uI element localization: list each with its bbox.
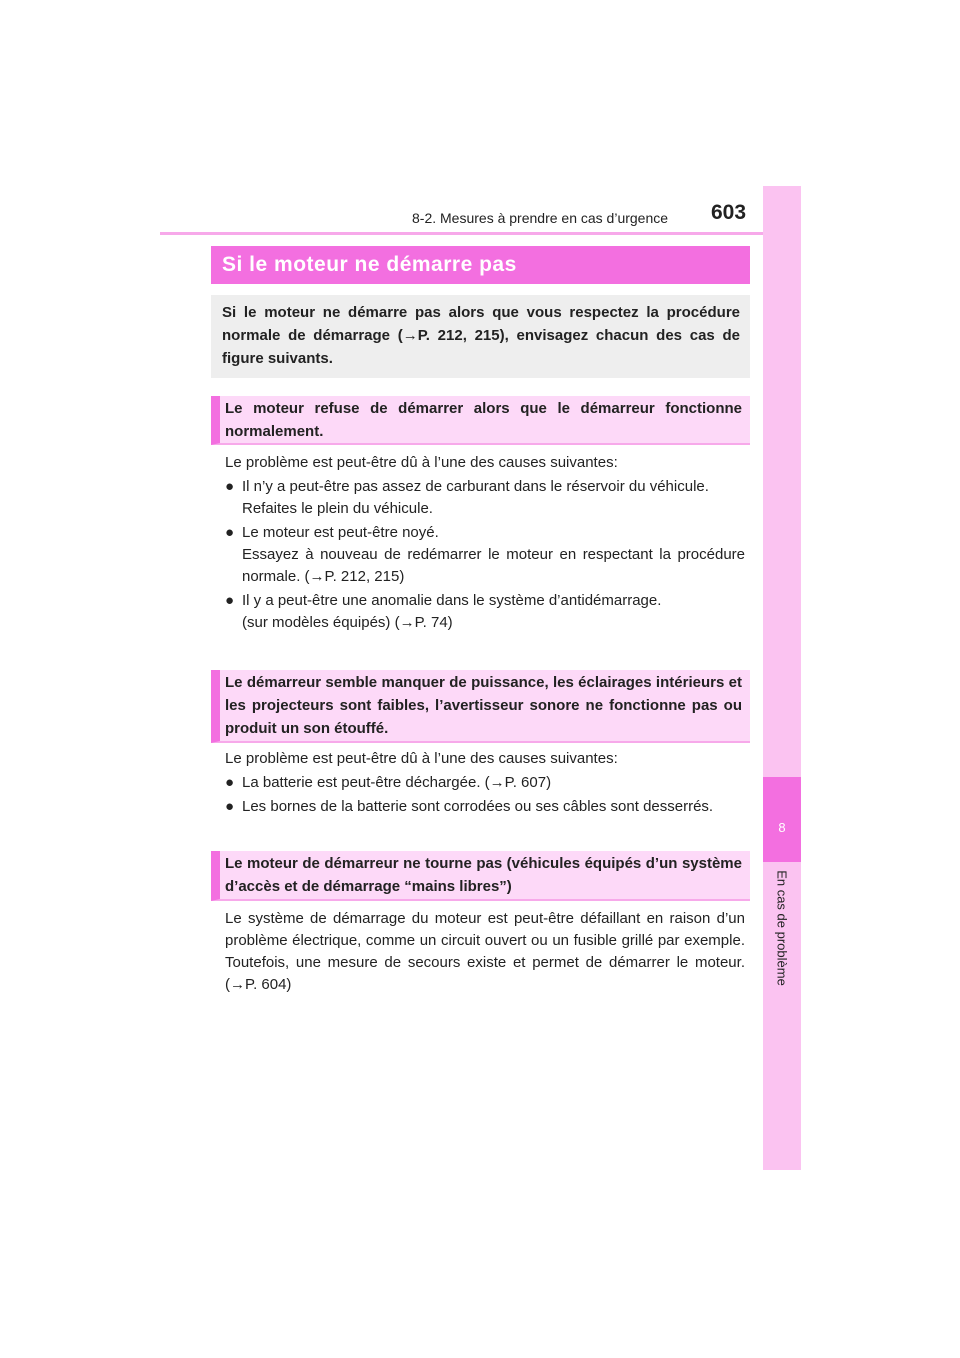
section-heading: Le moteur de démarreur ne tourne pas (véhicules équipés d’un système d’accès et de démarrage “mains libres”): [211, 851, 750, 901]
side-tab-chapter-number: 8: [778, 820, 786, 835]
page-title: Si le moteur ne démarre pas: [211, 246, 750, 284]
bullet-icon: ●: [225, 798, 235, 815]
header-section-title: 8-2. Mesures à prendre en cas d’urgence: [412, 210, 669, 226]
section-heading: Le moteur refuse de démarrer alors que le démarreur fonctionne normalement.: [211, 396, 750, 445]
bullet-icon: ●: [225, 524, 235, 541]
list-item: ● Le moteur est peut-être noyé. Essayez à nouveau de redémarrer le moteur en respectant la procédure normale. (→P. 212, 215): [225, 524, 745, 585]
section-lead: Le système de démarrage du moteur est peut-être défaillant en raison d’un problème électrique, comme un circuit ouvert ou un fusible grillé par exemple. Toutefois, une mesure de secours existe et permet de démarrer le moteur. (→P. 604): [225, 910, 745, 993]
bullet-list: [225, 476, 745, 636]
list-item: ● Les bornes de la batterie sont corrodées ou ses câbles sont desserrés.: [225, 796, 745, 818]
intro-box: Si le moteur ne démarre pas alors que vous respectez la procédure normale de démarrage (→P. 212, 215), envisagez chacun des cas de figure suivants.: [211, 295, 750, 378]
side-tab: [763, 186, 801, 1170]
section-lead: Le problème est peut-être dû à l’une des causes suivantes:: [225, 454, 618, 471]
list-item: ● La batterie est peut-être déchargée. (→P. 607): [225, 772, 745, 794]
bullet-list: [225, 772, 745, 820]
bullet-icon: ●: [225, 478, 235, 495]
section-lead: Le problème est peut-être dû à l’une des causes suivantes:: [225, 750, 618, 767]
list-item: ● Il n’y a peut-être pas assez de carburant dans le réservoir du véhicule. Refaites le plein du véhicule.: [225, 478, 709, 517]
page-number: 603: [711, 201, 747, 224]
bullet-icon: ●: [225, 774, 235, 791]
list-item: ● Il y a peut-être une anomalie dans le système d’antidémarrage. (sur modèles équipés) (→P. 74): [225, 592, 662, 631]
side-tab-chapter-title: En cas de problème: [774, 870, 790, 986]
bullet-icon: ●: [225, 592, 235, 609]
header-rule: [160, 232, 800, 235]
section-heading: Le démarreur semble manquer de puissance, les éclairages intérieurs et les projecteurs sont faibles, l’avertisseur sonore ne fonctionne pas ou produit un son étouffé.: [211, 670, 750, 743]
